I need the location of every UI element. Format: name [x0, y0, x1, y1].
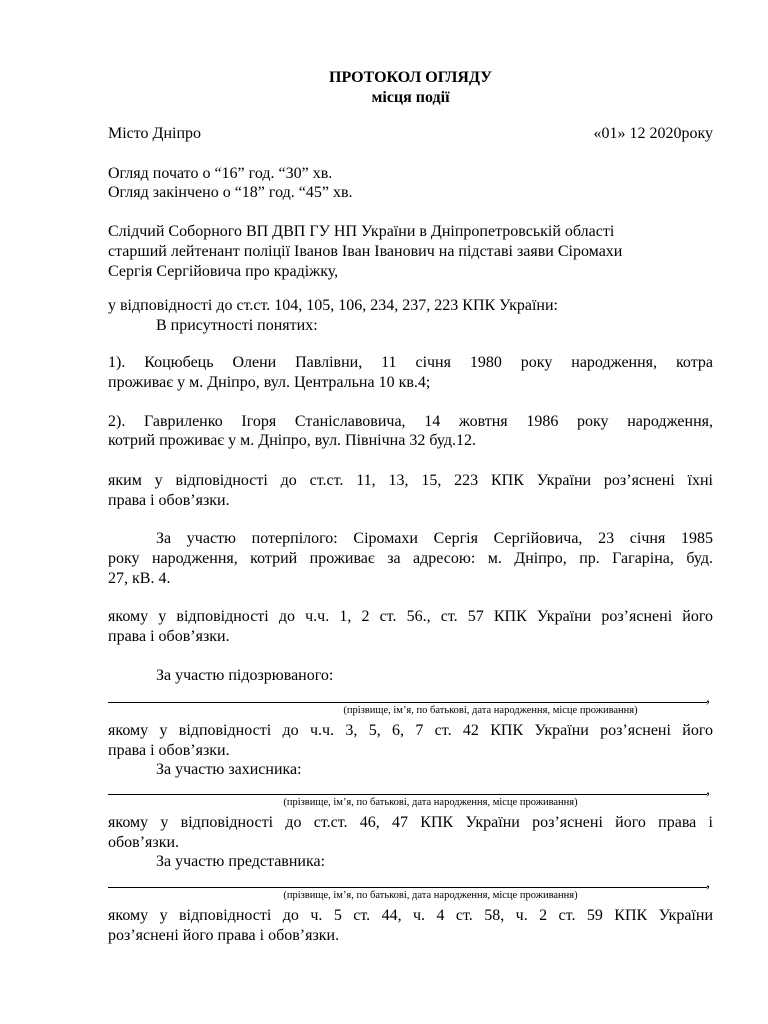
city: Місто Дніпро	[108, 125, 202, 142]
defender-comma: ,	[706, 781, 710, 798]
representative-rights-line-1: якому у відповідності до ч. 5 ст. 44, ч. 4 ст. 58, ч. 2 ст. 59 КПК України	[108, 907, 713, 924]
document-date: «01» 12 2020року	[593, 125, 713, 142]
investigator-line-3: Сергія Сергійовича про крадіжку,	[108, 263, 339, 280]
witness-rights-line-1: яким у відповідності до ст.ст. 11, 13, 15, 223 КПК України роз’яснені їхні	[108, 472, 713, 489]
victim-rights-line-2: права і обов’язки.	[108, 628, 230, 645]
defender-label: За участю захисника:	[156, 761, 302, 778]
document-title: ПРОТОКОЛ ОГЛЯДУ	[329, 69, 492, 86]
witness-rights-line-2: права і обов’язки.	[108, 492, 230, 509]
victim-rights-line-1: якому у відповідності до ч.ч. 1, 2 ст. 56., ст. 57 КПК України роз’яснені його	[108, 608, 713, 625]
suspect-blank-line	[108, 702, 707, 703]
victim-line-1: За участю потерпілого: Сіромахи Сергія Сергійовича, 23 січня 1985	[156, 530, 713, 547]
end-time: Огляд закінчено о “18” год. “45” хв.	[108, 184, 353, 201]
suspect-rights-line-1: якому у відповідності до ч.ч. 3, 5, 6, 7 ст. 42 КПК України роз’яснені його	[108, 722, 713, 739]
victim-line-3: 27, кВ. 4.	[108, 570, 171, 587]
witness2-line-1: 2). Гавриленко Ігоря Станіславовича, 14 жовтня 1986 року народження,	[108, 413, 713, 430]
representative-label: За участю представника:	[156, 853, 326, 870]
suspect-label: За участю підозрюваного:	[156, 667, 334, 684]
witness1-line-2: проживає у м. Дніпро, вул. Центральна 10 кв.4;	[108, 374, 431, 391]
witnesses-intro: В присутності понятих:	[156, 317, 318, 334]
legal-basis: у відповідності до ст.ст. 104, 105, 106, 234, 237, 223 КПК України:	[108, 297, 558, 314]
representative-rights-line-2: роз’яснені його права і обов’язки.	[108, 927, 340, 944]
victim-line-2: року народження, котрий проживає за адресою: м. Дніпро, пр. Гагаріна, буд.	[108, 550, 713, 567]
suspect-rights-line-2: права і обов’язки.	[108, 742, 230, 759]
investigator-line-1: Слідчий Соборного ВП ДВП ГУ НП України в Дніпропетровській області	[108, 223, 615, 240]
representative-comma: ,	[706, 874, 710, 891]
defender-blank-line	[108, 794, 707, 795]
suspect-field-hint: (прізвище, ім’я, по батькові, дата народження, місце проживання)	[343, 705, 638, 716]
document-subtitle: місця події	[371, 89, 450, 106]
defender-rights-line-2: обов’язки.	[108, 834, 180, 851]
investigator-line-2: старший лейтенант поліції Іванов Іван Іванович на підставі заяви Сіромахи	[108, 243, 623, 260]
representative-field-hint: (прізвище, ім’я, по батькові, дата народження, місце проживання)	[283, 890, 578, 901]
witness2-line-2: котрий проживає у м. Дніпро, вул. Північна 32 буд.12.	[108, 432, 476, 449]
representative-blank-line	[108, 887, 707, 888]
start-time: Огляд почато о “16” год. “30” хв.	[108, 165, 333, 182]
witness1-line-1: 1). Коцюбець Олени Павлівни, 11 січня 1980 року народження, котра	[108, 354, 713, 371]
defender-rights-line-1: якому у відповідності до ст.ст. 46, 47 КПК України роз’яснені його права і	[108, 814, 713, 831]
suspect-comma: ,	[706, 689, 710, 706]
defender-field-hint: (прізвище, ім’я, по батькові, дата народження, місце проживання)	[283, 797, 578, 808]
